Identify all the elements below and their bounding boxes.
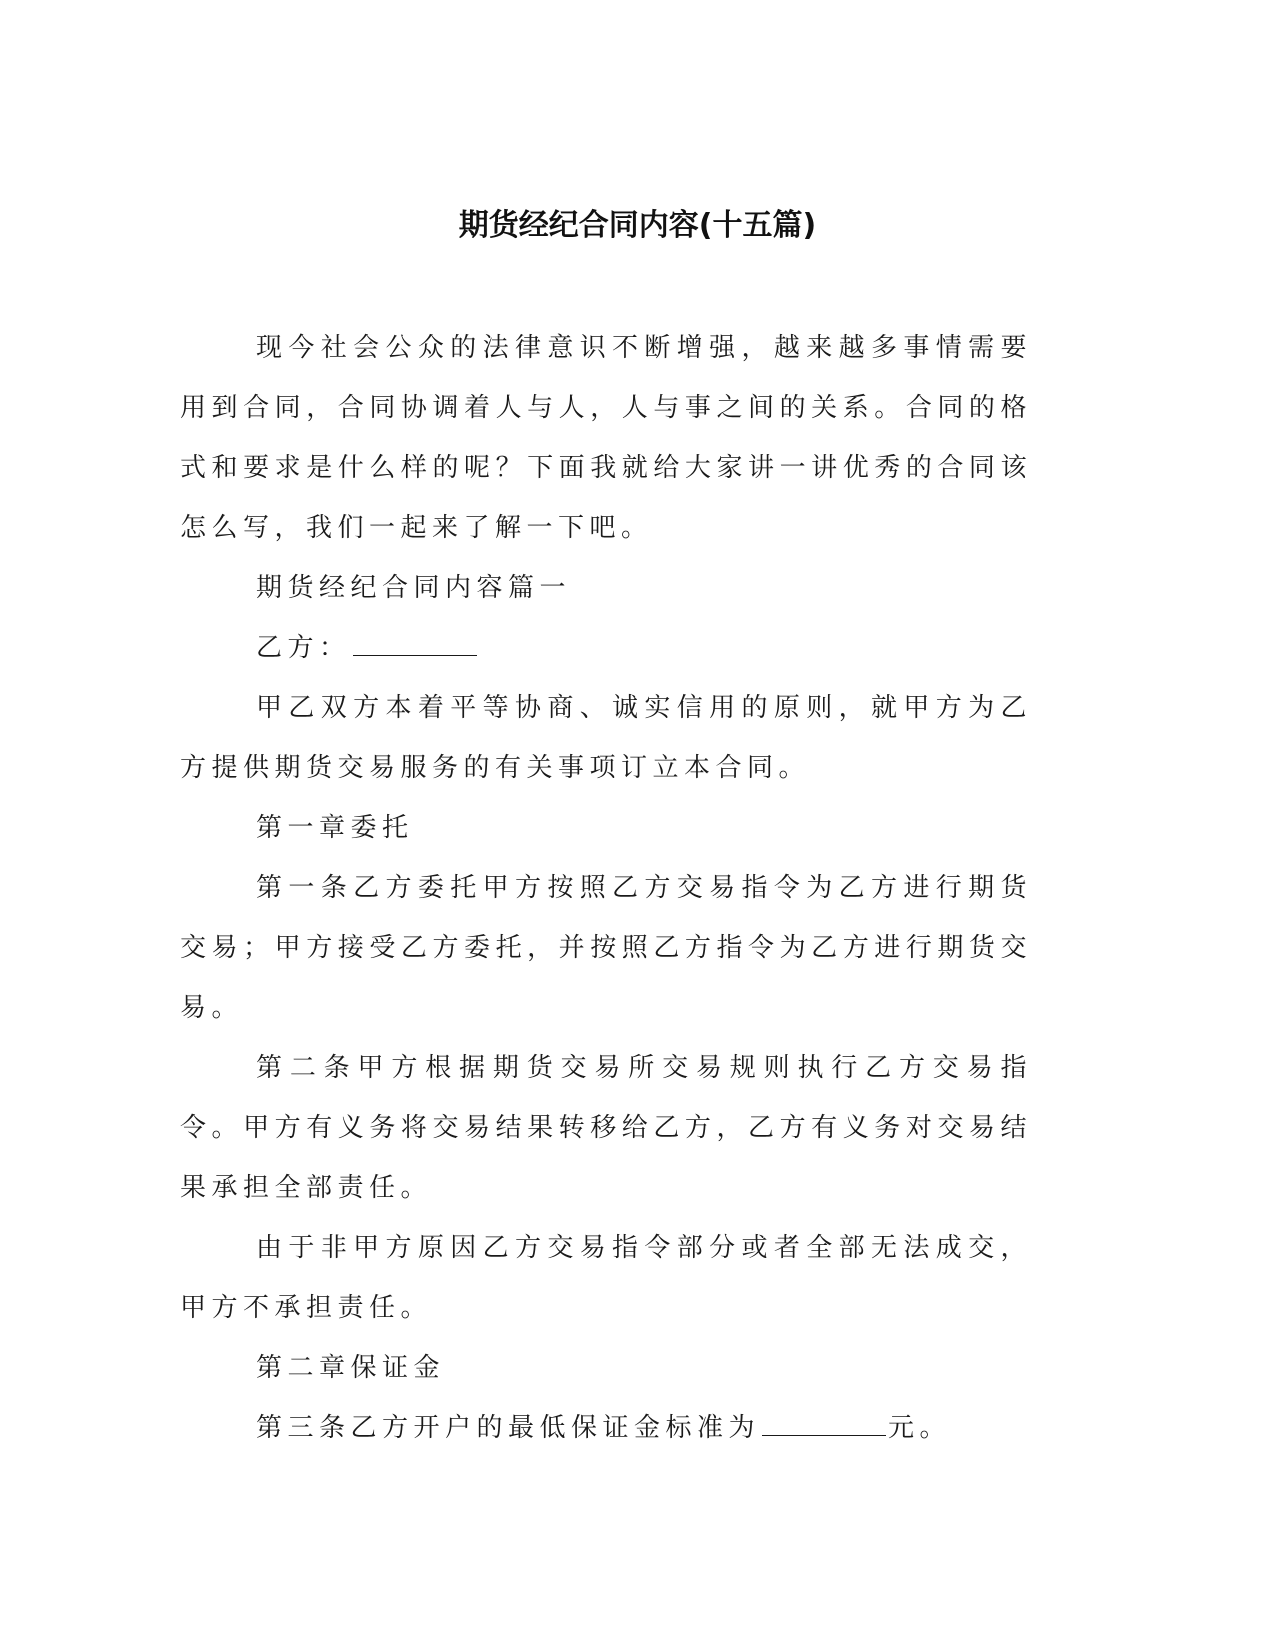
article-1-paragraph: 第一条乙方委托甲方按照乙方交易指令为乙方进行期货交易；甲方接受乙方委托，并按照乙方指令为乙方进行期货交易。 [180,873,1032,1023]
preamble-paragraph: 甲乙双方本着平等协商、诚实信用的原则，就甲方为乙方提供期货交易服务的有关事项订立本合同。 [180,693,1032,783]
article-3-suffix: 元。 [888,1413,952,1443]
section-heading: 期货经纪合同内容篇一 [256,573,572,603]
chapter-1-heading: 第一章委托 [256,813,414,843]
article-3-paragraph [180,1398,1032,1458]
party-b-blank [353,633,477,656]
document-title: 期货经纪合同内容(十五篇) [458,208,817,243]
deposit-amount-blank [762,1413,886,1436]
party-b-label: 乙方： [256,633,351,663]
article-2-note-paragraph: 由于非甲方原因乙方交易指令部分或者全部无法成交，甲方不承担责任。 [180,1233,1032,1323]
article-3-prefix: 第三条乙方开户的最低保证金标准为 [256,1413,761,1443]
document-body [180,318,1032,1458]
article-2-paragraph: 第二条甲方根据期货交易所交易规则执行乙方交易指令。甲方有义务将交易结果转移给乙方，乙方有义务对交易结果承担全部责任。 [180,1053,1032,1203]
intro-paragraph: 现今社会公众的法律意识不断增强，越来越多事情需要用到合同，合同协调着人与人，人与事之间的关系。合同的格式和要求是什么样的呢？下面我就给大家讲一讲优秀的合同该怎么写，我们一起来了解一下吧。 [180,333,1032,543]
party-b-line [180,618,1032,678]
chapter-2-heading: 第二章保证金 [256,1353,446,1383]
